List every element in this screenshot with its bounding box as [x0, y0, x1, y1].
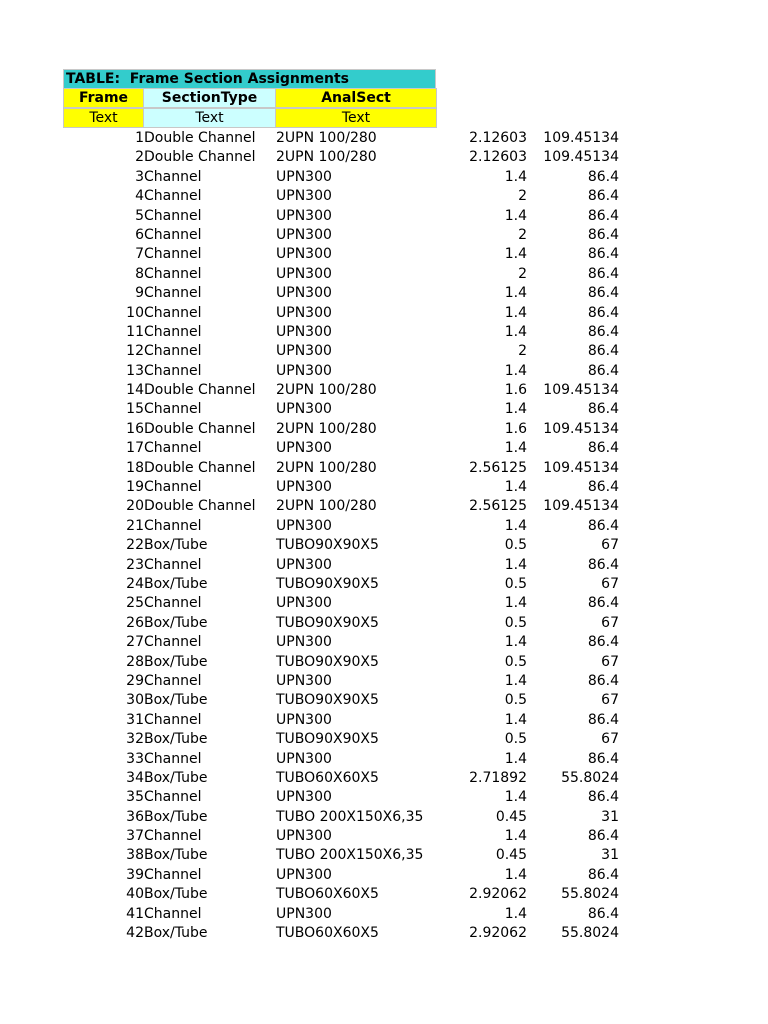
section-type: Box/Tube — [144, 537, 208, 554]
table-title: TABLE: Frame Section Assignments — [63, 69, 436, 89]
section-type: Channel — [144, 479, 202, 496]
table-row — [63, 730, 663, 749]
value-2: 86.4 — [587, 556, 619, 573]
value-1: 1.4 — [504, 750, 527, 767]
value-2: 67 — [601, 575, 619, 592]
section-type: Box/Tube — [144, 847, 208, 864]
frame-number: 17 — [126, 440, 144, 457]
value-2: 86.4 — [587, 226, 619, 243]
anal-sect: UPN300 — [276, 828, 332, 845]
anal-sect: UPN300 — [276, 517, 332, 534]
section-type: Channel — [144, 207, 202, 224]
frame-number: 39 — [126, 866, 144, 883]
frame-number: 3 — [135, 168, 144, 185]
value-1: 1.4 — [504, 401, 527, 418]
section-type: Channel — [144, 517, 202, 534]
value-2: 86.4 — [587, 323, 619, 340]
table-row — [63, 129, 663, 148]
value-2: 67 — [601, 653, 619, 670]
table-body — [63, 129, 663, 943]
table-row — [63, 168, 663, 187]
value-1: 1.4 — [504, 672, 527, 689]
frame-number: 12 — [126, 343, 144, 360]
frame-number: 5 — [135, 207, 144, 224]
anal-sect: UPN300 — [276, 556, 332, 573]
table-row — [63, 885, 663, 904]
anal-sect: UPN300 — [276, 750, 332, 767]
units-row — [63, 109, 663, 129]
table-row — [63, 536, 663, 555]
section-type: Box/Tube — [144, 575, 208, 592]
table-row — [63, 284, 663, 303]
frame-number: 40 — [126, 886, 144, 903]
section-type: Channel — [144, 750, 202, 767]
anal-sect: UPN300 — [276, 246, 332, 263]
frame-number: 11 — [126, 323, 144, 340]
unit-anal-sect: Text — [275, 108, 437, 128]
unit-section-type: Text — [143, 108, 276, 128]
table-row — [63, 400, 663, 419]
value-1: 0.5 — [504, 731, 527, 748]
table-row — [63, 420, 663, 439]
table-row — [63, 362, 663, 381]
section-type: Channel — [144, 866, 202, 883]
table-row — [63, 148, 663, 167]
value-1: 0.5 — [504, 537, 527, 554]
table-row — [63, 827, 663, 846]
value-1: 1.4 — [504, 168, 527, 185]
value-2: 86.4 — [587, 750, 619, 767]
table-row — [63, 633, 663, 652]
anal-sect: UPN300 — [276, 362, 332, 379]
value-2: 86.4 — [587, 479, 619, 496]
anal-sect: UPN300 — [276, 401, 332, 418]
value-1: 1.4 — [504, 362, 527, 379]
anal-sect: UPN300 — [276, 207, 332, 224]
table-row — [63, 788, 663, 807]
frame-number: 15 — [126, 401, 144, 418]
table-row — [63, 808, 663, 827]
frame-number: 28 — [126, 653, 144, 670]
anal-sect: TUBO60X60X5 — [276, 769, 379, 786]
value-1: 0.5 — [504, 653, 527, 670]
header-row — [63, 89, 663, 109]
anal-sect: UPN300 — [276, 168, 332, 185]
table-row — [63, 750, 663, 769]
section-type: Box/Tube — [144, 614, 208, 631]
value-1: 1.6 — [504, 420, 527, 437]
value-2: 109.45134 — [543, 382, 619, 399]
value-1: 2 — [518, 343, 527, 360]
frame-number: 35 — [126, 789, 144, 806]
section-type: Double Channel — [144, 459, 256, 476]
value-1: 1.4 — [504, 789, 527, 806]
value-1: 2.71892 — [469, 769, 527, 786]
section-type: Channel — [144, 595, 202, 612]
section-type: Box/Tube — [144, 731, 208, 748]
table-row — [63, 304, 663, 323]
value-1: 2.56125 — [469, 498, 527, 515]
value-1: 2 — [518, 226, 527, 243]
anal-sect: UPN300 — [276, 343, 332, 360]
table-row — [63, 439, 663, 458]
frame-number: 21 — [126, 517, 144, 534]
value-1: 1.4 — [504, 207, 527, 224]
header-frame: Frame — [63, 88, 144, 108]
value-2: 109.45134 — [543, 498, 619, 515]
table-row — [63, 265, 663, 284]
value-2: 31 — [601, 847, 619, 864]
frame-number: 26 — [126, 614, 144, 631]
section-type: Box/Tube — [144, 692, 208, 709]
table-row — [63, 556, 663, 575]
frame-number: 30 — [126, 692, 144, 709]
table-row — [63, 614, 663, 633]
anal-sect: 2UPN 100/280 — [276, 382, 377, 399]
section-type: Double Channel — [144, 382, 256, 399]
value-2: 55.8024 — [561, 925, 619, 942]
frame-number: 18 — [126, 459, 144, 476]
section-type: Channel — [144, 304, 202, 321]
anal-sect: TUBO60X60X5 — [276, 925, 379, 942]
anal-sect: UPN300 — [276, 672, 332, 689]
value-1: 1.4 — [504, 479, 527, 496]
value-1: 2.92062 — [469, 886, 527, 903]
section-type: Channel — [144, 634, 202, 651]
value-2: 109.45134 — [543, 420, 619, 437]
frame-number: 19 — [126, 479, 144, 496]
value-2: 55.8024 — [561, 886, 619, 903]
frame-number: 37 — [126, 828, 144, 845]
frame-number: 42 — [126, 925, 144, 942]
table-row — [63, 672, 663, 691]
value-2: 86.4 — [587, 711, 619, 728]
section-type: Channel — [144, 672, 202, 689]
anal-sect: 2UPN 100/280 — [276, 420, 377, 437]
value-2: 86.4 — [587, 304, 619, 321]
value-1: 1.4 — [504, 517, 527, 534]
value-2: 86.4 — [587, 634, 619, 651]
table-row — [63, 517, 663, 536]
section-type: Channel — [144, 789, 202, 806]
value-2: 67 — [601, 614, 619, 631]
frame-number: 6 — [135, 226, 144, 243]
frame-number: 2 — [135, 149, 144, 166]
value-2: 109.45134 — [543, 149, 619, 166]
value-1: 0.5 — [504, 575, 527, 592]
anal-sect: UPN300 — [276, 285, 332, 302]
value-2: 31 — [601, 808, 619, 825]
anal-sect: TUBO90X90X5 — [276, 537, 379, 554]
value-2: 86.4 — [587, 672, 619, 689]
frame-number: 1 — [135, 130, 144, 146]
header-section-type: SectionType — [143, 88, 276, 108]
frame-number: 9 — [135, 285, 144, 302]
section-type: Box/Tube — [144, 925, 208, 942]
value-2: 55.8024 — [561, 769, 619, 786]
section-type: Channel — [144, 188, 202, 205]
anal-sect: UPN300 — [276, 304, 332, 321]
value-1: 1.4 — [504, 711, 527, 728]
table-row — [63, 866, 663, 885]
section-type: Box/Tube — [144, 769, 208, 786]
value-1: 1.4 — [504, 246, 527, 263]
frame-section-table — [63, 69, 663, 943]
value-2: 86.4 — [587, 207, 619, 224]
frame-number: 25 — [126, 595, 144, 612]
anal-sect: UPN300 — [276, 595, 332, 612]
value-2: 86.4 — [587, 168, 619, 185]
table-row — [63, 207, 663, 226]
anal-sect: UPN300 — [276, 711, 332, 728]
value-2: 109.45134 — [543, 130, 619, 146]
value-1: 1.6 — [504, 382, 527, 399]
anal-sect: TUBO90X90X5 — [276, 692, 379, 709]
value-1: 1.4 — [504, 634, 527, 651]
section-type: Box/Tube — [144, 653, 208, 670]
value-2: 86.4 — [587, 285, 619, 302]
table-row — [63, 653, 663, 672]
section-type: Channel — [144, 168, 202, 185]
frame-number: 22 — [126, 537, 144, 554]
table-row — [63, 478, 663, 497]
table-row — [63, 711, 663, 730]
table-row — [63, 342, 663, 361]
anal-sect: UPN300 — [276, 226, 332, 243]
anal-sect: 2UPN 100/280 — [276, 459, 377, 476]
value-2: 67 — [601, 731, 619, 748]
anal-sect: UPN300 — [276, 789, 332, 806]
value-2: 109.45134 — [543, 459, 619, 476]
table-row — [63, 575, 663, 594]
anal-sect: TUBO90X90X5 — [276, 653, 379, 670]
table-row — [63, 769, 663, 788]
anal-sect: 2UPN 100/280 — [276, 149, 377, 166]
value-2: 86.4 — [587, 401, 619, 418]
section-type: Channel — [144, 343, 202, 360]
value-1: 0.45 — [495, 808, 527, 825]
value-1: 1.4 — [504, 285, 527, 302]
value-2: 86.4 — [587, 440, 619, 457]
value-1: 0.5 — [504, 614, 527, 631]
table-row — [63, 905, 663, 924]
value-2: 86.4 — [587, 265, 619, 282]
value-2: 86.4 — [587, 828, 619, 845]
value-1: 2 — [518, 265, 527, 282]
value-1: 2 — [518, 188, 527, 205]
frame-number: 14 — [126, 382, 144, 399]
value-2: 86.4 — [587, 905, 619, 922]
value-2: 86.4 — [587, 789, 619, 806]
section-type: Box/Tube — [144, 886, 208, 903]
frame-number: 23 — [126, 556, 144, 573]
section-type: Double Channel — [144, 498, 256, 515]
header-anal-sect: AnalSect — [275, 88, 437, 108]
section-type: Channel — [144, 265, 202, 282]
value-1: 0.5 — [504, 692, 527, 709]
table-row — [63, 594, 663, 613]
value-2: 67 — [601, 692, 619, 709]
section-type: Channel — [144, 556, 202, 573]
table-row — [63, 187, 663, 206]
value-2: 86.4 — [587, 517, 619, 534]
table-row — [63, 691, 663, 710]
value-1: 1.4 — [504, 595, 527, 612]
anal-sect: TUBO90X90X5 — [276, 614, 379, 631]
value-2: 86.4 — [587, 595, 619, 612]
anal-sect: TUBO60X60X5 — [276, 886, 379, 903]
frame-number: 13 — [126, 362, 144, 379]
frame-number: 16 — [126, 420, 144, 437]
value-1: 1.4 — [504, 323, 527, 340]
frame-number: 4 — [135, 188, 144, 205]
value-2: 86.4 — [587, 188, 619, 205]
frame-number: 20 — [126, 498, 144, 515]
anal-sect: 2UPN 100/280 — [276, 498, 377, 515]
section-type: Channel — [144, 246, 202, 263]
section-type: Channel — [144, 401, 202, 418]
section-type: Double Channel — [144, 420, 256, 437]
value-1: 1.4 — [504, 828, 527, 845]
table-row — [63, 846, 663, 865]
frame-number: 41 — [126, 905, 144, 922]
value-1: 1.4 — [504, 866, 527, 883]
section-type: Channel — [144, 440, 202, 457]
anal-sect: TUBO90X90X5 — [276, 731, 379, 748]
unit-frame: Text — [63, 108, 144, 128]
value-2: 86.4 — [587, 343, 619, 360]
section-type: Channel — [144, 828, 202, 845]
value-2: 67 — [601, 537, 619, 554]
frame-number: 34 — [126, 769, 144, 786]
table-row — [63, 381, 663, 400]
frame-number: 36 — [126, 808, 144, 825]
table-row — [63, 226, 663, 245]
section-type: Channel — [144, 905, 202, 922]
value-1: 2.92062 — [469, 925, 527, 942]
frame-number: 31 — [126, 711, 144, 728]
section-type: Box/Tube — [144, 808, 208, 825]
value-1: 2.12603 — [469, 149, 527, 166]
frame-number: 32 — [126, 731, 144, 748]
table-row — [63, 497, 663, 516]
table-row — [63, 245, 663, 264]
value-1: 1.4 — [504, 905, 527, 922]
frame-number: 38 — [126, 847, 144, 864]
section-type: Channel — [144, 226, 202, 243]
anal-sect: 2UPN 100/280 — [276, 130, 377, 146]
anal-sect: UPN300 — [276, 188, 332, 205]
anal-sect: UPN300 — [276, 479, 332, 496]
section-type: Channel — [144, 285, 202, 302]
table-row — [63, 459, 663, 478]
anal-sect: TUBO90X90X5 — [276, 575, 379, 592]
table-row — [63, 924, 663, 943]
value-2: 86.4 — [587, 362, 619, 379]
value-2: 86.4 — [587, 246, 619, 263]
anal-sect: UPN300 — [276, 323, 332, 340]
section-type: Double Channel — [144, 130, 256, 146]
section-type: Double Channel — [144, 149, 256, 166]
section-type: Channel — [144, 323, 202, 340]
frame-number: 8 — [135, 265, 144, 282]
value-1: 1.4 — [504, 556, 527, 573]
value-1: 2.12603 — [469, 130, 527, 146]
value-1: 0.45 — [495, 847, 527, 864]
frame-number: 29 — [126, 672, 144, 689]
anal-sect: UPN300 — [276, 440, 332, 457]
anal-sect: UPN300 — [276, 265, 332, 282]
section-type: Channel — [144, 711, 202, 728]
frame-number: 7 — [135, 246, 144, 263]
anal-sect: TUBO 200X150X6,35 — [276, 847, 424, 864]
value-1: 1.4 — [504, 440, 527, 457]
anal-sect: TUBO 200X150X6,35 — [276, 808, 424, 825]
value-1: 1.4 — [504, 304, 527, 321]
value-1: 2.56125 — [469, 459, 527, 476]
frame-number: 10 — [126, 304, 144, 321]
value-2: 86.4 — [587, 866, 619, 883]
anal-sect: UPN300 — [276, 866, 332, 883]
anal-sect: UPN300 — [276, 634, 332, 651]
anal-sect: UPN300 — [276, 905, 332, 922]
table-row — [63, 323, 663, 342]
section-type: Channel — [144, 362, 202, 379]
frame-number: 24 — [126, 575, 144, 592]
frame-number: 33 — [126, 750, 144, 767]
frame-number: 27 — [126, 634, 144, 651]
